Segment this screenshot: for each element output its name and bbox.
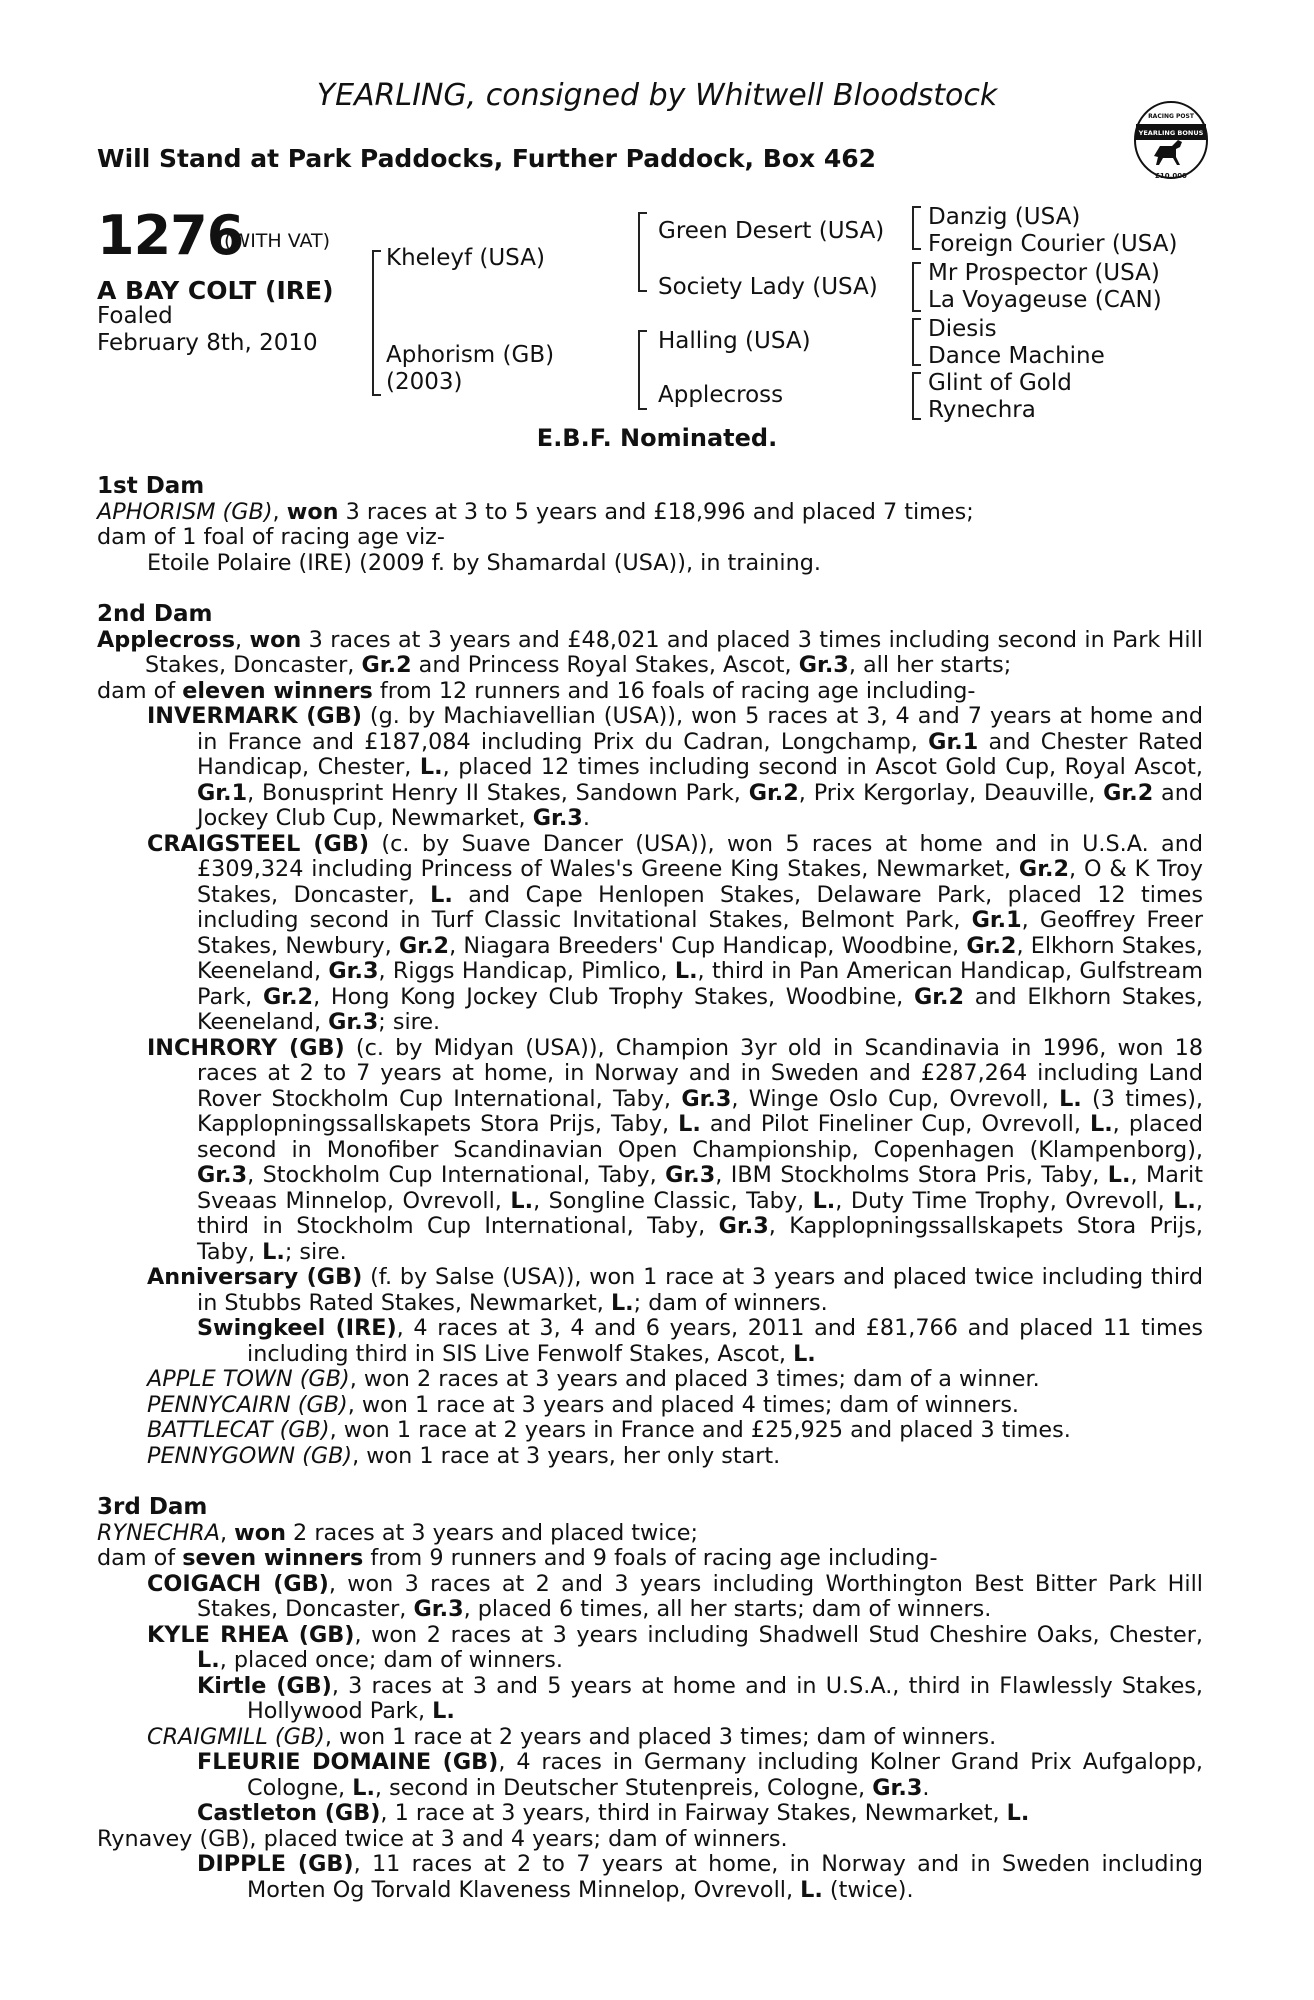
produce-kyle-rhea: KYLE RHEA (GB), won 2 races at 3 years including Shadwell Stud Cheshire Oaks, Chester, L., placed once; dam of winners. [147,1621,1203,1673]
produce-invermark: INVERMARK (GB) (g. by Machiavellian (USA)), won 5 races at 3, 4 and 7 years at home and in France and £187,084 including Prix du Cadran, Longchamp, Gr.1 and Chester Rated Handicap, Chester, L., placed 12 times including second in Ascot Gold Cup, Royal Ascot, Gr.1, Bonusprint Henry II Stakes, Sandown Park, Gr.2, Prix Kergorlay, Deauville, Gr.2 and Jockey Club Cup, Newmarket, Gr.3. [147,703,1204,831]
pedigree-g4-6: Dance Machine [928,343,1105,369]
pedigree-brace-5 [912,262,921,312]
produce-coigach: COIGACH (GB), won 3 races at 2 and 3 years including Worthington Best Bitter Park Hill Stakes, Doncaster, Gr.3, placed 6 times, all her starts; dam of winners. [147,1570,1203,1622]
foaled-label: Foaled [97,303,173,329]
pedigree-brace-3 [638,330,647,410]
produce-pennygown: PENNYGOWN (GB), won 1 race at 3 years, her only start. [147,1442,781,1469]
pedigree-g4-1: Danzig (USA) [928,204,1081,230]
pedigree-dam-year: (2003) [386,369,463,395]
produce-dipple: DIPPLE (GB), 11 races at 2 to 7 years at home, in Norway and in Sweden including Morten Og Torvald Klaveness Minnelop, Ovrevoll, L. (twice). [197,1851,1203,1903]
first-dam-produce-intro: dam of 1 foal of racing age viz- [97,524,445,550]
pedigree-g4-8: Rynechra [928,397,1036,423]
catalogue-body [97,474,1203,1903]
second-dam-produce-intro: dam of eleven winners from 12 runners and 16 foals of racing age including- [97,677,976,704]
produce-fleurie-domaine: FLEURIE DOMAINE (GB), 4 races in Germany including Kolner Grand Prix Aufgalopp, Cologne, L., second in Deutscher Stutenpreis, Cologne, Gr.3. [197,1749,1203,1801]
pedigree-sire-dam: Society Lady (USA) [658,274,878,300]
produce-craigsteel: CRAIGSTEEL (GB) (c. by Suave Dancer (USA)), won 5 races at home and in U.S.A. and £309,324 including Princess of Wales's Greene King Stakes, Newmarket, Gr.2, O & K Troy Stakes, Doncaster, L. and Cape Henlopen Stakes, Delaware Park, placed 12 times including second in Turf Classic Invitational Stakes, Belmont Park, Gr.1, Geoffrey Freer Stakes, Newbury, Gr.2, Niagara Breeders' Cup Handicap, Woodbine, Gr.2, Elkhorn Stakes, Keeneland, Gr.3, Riggs Handicap, Pimlico, L., third in Pan American Handicap, Gulfstream Park, Gr.2, Hong Kong Jockey Club Trophy Stakes, Woodbine, Gr.2 and Elkhorn Stakes, Keeneland, Gr.3; sire. [147,830,1204,1035]
pedigree-brace-4 [912,206,921,250]
pedigree-g4-5: Diesis [928,316,997,342]
third-dam-heading: 3rd Dam [97,1494,208,1520]
produce-swingkeel: Swingkeel (IRE), 4 races at 3, 4 and 6 years, 2011 and £81,766 and placed 11 times including third in SIS Live Fenwolf Stakes, Ascot, L. [197,1315,1204,1367]
badge-line3: £10,000 [1155,172,1187,180]
third-dam-produce-intro: dam of seven winners from 9 runners and 9 foals of racing age including- [97,1545,938,1571]
produce-craigmill: CRAIGMILL (GB), won 1 race at 2 years and placed 3 times; dam of winners. [147,1723,997,1750]
pedigree-g4-2: Foreign Courier (USA) [928,231,1178,257]
pedigree-brace-2 [638,212,647,292]
pedigree-g4-4: La Voyageuse (CAN) [928,287,1162,313]
produce-rynavey: Rynavey (GB), placed twice at 3 and 4 years; dam of winners. [97,1825,788,1852]
second-dam-heading: 2nd Dam [97,601,213,627]
stand-location: Will Stand at Park Paddocks, Further Paddock, Box 462 [97,144,877,173]
second-dam-line: Applecross, won 3 races at 3 years and £48,021 and placed 3 times including second in Park Hill Stakes, Doncaster, Gr.2 and Princess Royal Stakes, Ascot, Gr.3, all her starts; [97,626,1203,678]
pedigree-g4-7: Glint of Gold [928,370,1072,396]
produce-inchrory: INCHRORY (GB) (c. by Midyan (USA)), Champion 3yr old in Scandinavia in 1996, won 18 races at 2 to 7 years at home, in Norway and in Sweden and £287,264 including Land Rover Stockholm Cup International, Taby, Gr.3, Winge Oslo Cup, Ovrevoll, L. (3 times), Kapplopningssallskapets Stora Prijs, Taby, L. and Pilot Fineliner Cup, Ovrevoll, L., placed second in Monofiber Scandinavian Open Championship, Copenhagen (Klampenborg), Gr.3, Stockholm Cup International, Taby, Gr.3, IBM Stockholms Stora Pris, Taby, L., Marit Sveaas Minnelop, Ovrevoll, L., Songline Classic, Taby, L., Duty Time Trophy, Ovrevoll, L., third in Stockholm Cup International, Taby, Gr.3, Kapplopningssallskapets Stora Prijs, Taby, L.; sire. [147,1034,1204,1265]
first-dam-produce: Etoile Polaire (IRE) (2009 f. by Shamardal (USA)), in training. [147,549,822,576]
third-dam-line: RYNECHRA, won 2 races at 3 years and placed twice; [97,1519,698,1546]
yearling-bonus-badge [1132,96,1210,190]
pedigree-sire-sire: Green Desert (USA) [658,218,885,244]
badge-line2: YEARLING BONUS [1138,129,1204,137]
pedigree-brace-7 [912,372,921,420]
foaled-date: February 8th, 2010 [97,330,318,356]
lot-number: 1276 [97,204,244,267]
pedigree-dam-dam: Applecross [658,382,784,408]
produce-battlecat: BATTLECAT (GB), won 1 race at 2 years in France and £25,925 and placed 3 times. [147,1417,1071,1443]
lot-description: A BAY COLT (IRE) [97,276,334,305]
first-dam-heading: 1st Dam [97,473,205,499]
ebf-nomination: E.B.F. Nominated. [536,424,778,452]
pedigree-g4-3: Mr Prospector (USA) [928,260,1160,286]
pedigree-dam: Aphorism (GB) [386,342,555,368]
pedigree-dam-sire: Halling (USA) [658,328,811,354]
page-title: YEARLING, consigned by Whitwell Bloodstock [316,78,998,113]
badge-line1: RACING POST [1148,113,1194,120]
first-dam-line: APHORISM (GB), won 3 races at 3 to 5 years and £18,996 and placed 7 times; [97,498,974,525]
produce-anniversary: Anniversary (GB) (f. by Salse (USA)), won 1 race at 3 years and placed twice including third in Stubbs Rated Stakes, Newmarket, L.; dam of winners. [147,1264,1203,1316]
produce-apple-town: APPLE TOWN (GB), won 2 races at 3 years and placed 3 times; dam of a winner. [147,1366,1040,1392]
pedigree-brace-1 [372,250,381,396]
produce-pennycairn: PENNYCAIRN (GB), won 1 race at 3 years and placed 4 times; dam of winners. [147,1391,1020,1418]
pedigree-brace-6 [912,318,921,366]
produce-castleton: Castleton (GB), 1 race at 3 years, third in Fairway Stakes, Newmarket, L. [197,1800,1030,1826]
lot-vat-note: (WITH VAT) [224,230,331,252]
produce-kirtle: Kirtle (GB), 3 races at 3 and 5 years at home and in U.S.A., third in Flawlessly Stakes, Hollywood Park, L. [197,1672,1203,1724]
pedigree-sire: Kheleyf (USA) [386,245,545,271]
